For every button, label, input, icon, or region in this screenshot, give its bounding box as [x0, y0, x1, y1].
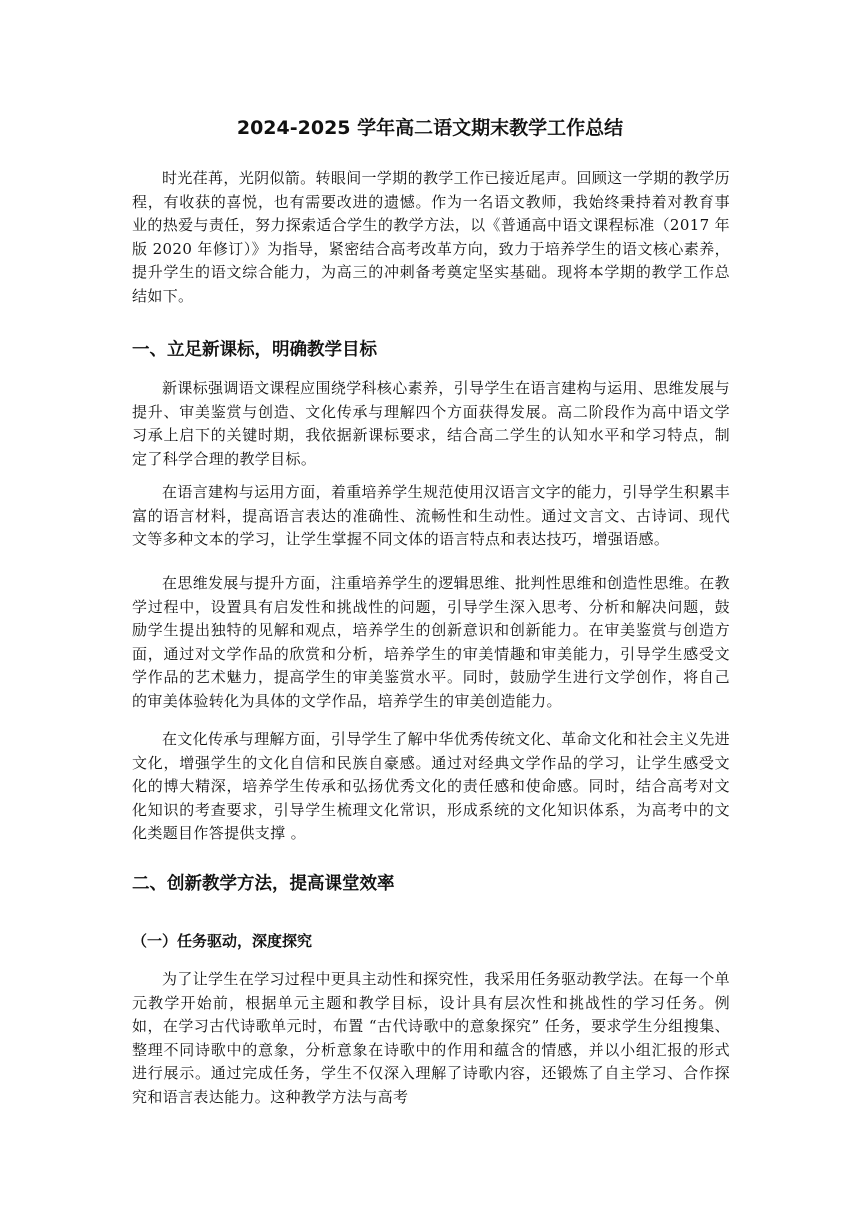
section-2-paragraph-1: 为了让学生在学习过程中更具主动性和探究性，我采用任务驱动教学法。在每一个单元教学开始前，根据单元主题和教学目标，设计具有层次性和挑战性的学习任务。例如，在学习古代诗歌单元时，布置 “古代诗歌中的意象探究” 任务，要求学生分组搜集、整理不同诗歌中的意象，分析意象在诗歌中的作用和蕴含的情感，并以小组汇报的形式进行展示。通过完成任务，学生不仅深入理解了诗歌内容，还锻炼了自主学习、合作探究和语言表达能力。这种教学方法与高考 [132, 970, 730, 1106]
section-1-heading: 一、立足新课标，明确教学目标 [132, 340, 377, 360]
section-1-paragraph-3: 在思维发展与提升方面，注重培养学生的逻辑思维、批判性思维和创造性思维。在教学过程中，设置具有启发性和挑战性的问题，引导学生深入思考、分析和解决问题，鼓励学生提出独特的见解和观点，培养学生的创新意识和创新能力。在审美鉴赏与创造方面，通过对文学作品的欣赏和分析，培养学生的审美情趣和审美能力，引导学生感受文学作品的艺术魅力，提高学生的审美鉴赏水平。同时，鼓励学生进行文学创作，将自己的审美体验转化为具体的文学作品，培养学生的审美创造能力。 [132, 574, 730, 710]
intro-paragraph: 时光荏苒，光阴似箭。转眼间一学期的教学工作已接近尾声。回顾这一学期的教学历程，有收获的喜悦，也有需要改进的遗憾。作为一名语文教师，我始终秉持着对教育事业的热爱与责任，努力探索适合学生的教学方法，以《普通高中语文课程标准（2017 年版 2020 年修订）》为指导，紧密结合高考改革方向，致力于培养学生的语文核心素养，提升学生的语文综合能力，为高三的冲刺备考奠定坚实基础。现将本学期的教学工作总结如下。 [132, 169, 730, 305]
section-1-paragraph-2: 在语言建构与运用方面，着重培养学生规范使用汉语言文字的能力，引导学生积累丰富的语言材料，提高语言表达的准确性、流畅性和生动性。通过文言文、古诗词、现代文等多种文本的学习，让学生掌握不同文体的语言特点和表达技巧，增强语感。 [132, 483, 730, 549]
section-2-subheading-1: （一）任务驱动，深度探究 [132, 932, 313, 950]
section-1-paragraph-1: 新课标强调语文课程应围绕学科核心素养，引导学生在语言建构与运用、思维发展与提升、审美鉴赏与创造、文化传承与理解四个方面获得发展。高二阶段作为高中语文学习承上启下的关键时期，我依据新课标要求，结合高二学生的认知水平和学习特点，制定了科学合理的教学目标。 [132, 379, 730, 468]
document-title: 2024-2025 学年高二语文期末教学工作总结 [236, 117, 624, 139]
section-2-heading: 二、创新教学方法，提高课堂效率 [132, 874, 395, 894]
section-1-paragraph-4: 在文化传承与理解方面，引导学生了解中华优秀传统文化、革命文化和社会主义先进文化，增强学生的文化自信和民族自豪感。通过对经典文学作品的学习，让学生感受文化的博大精深，培养学生传承和弘扬优秀文化的责任感和使命感。同时，结合高考对文化知识的考查要求，引导学生梳理文化常识，形成系统的文化知识体系，为高考中的文化类题目作答提供支撑 。 [132, 730, 730, 843]
